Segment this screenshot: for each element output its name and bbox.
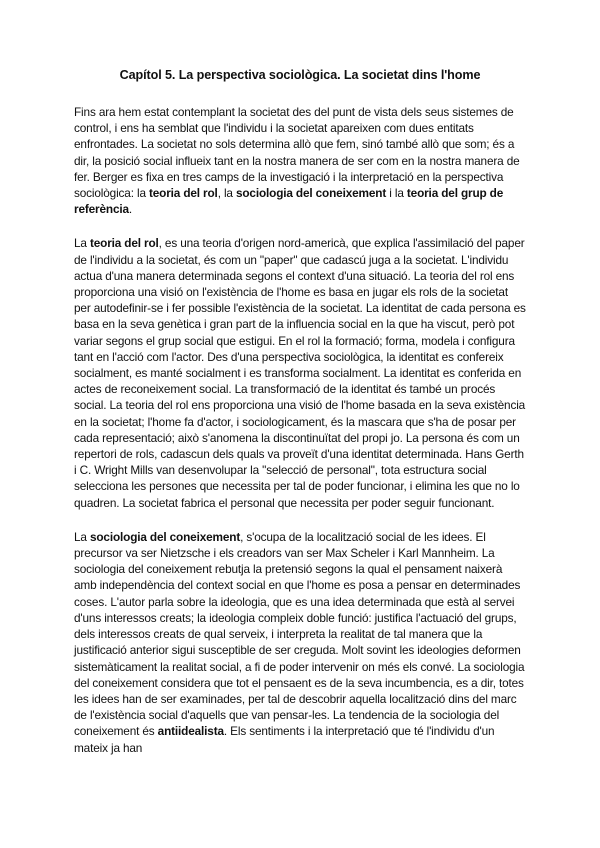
text-run: La <box>74 236 90 251</box>
text-run: . Els sentiments i la interpretació que té l'individu d'un mateix ja han <box>74 724 495 755</box>
text-run: . <box>128 202 133 217</box>
text-run: , es una teoria d'origen nord-americà, que explica l'assimilació del paper de l'individu a la societat, és com un "paper" que cadascú juga a la societat. L'individu actua d'una manera determinada segons el context d'una situació. La teoria del rol ens proporciona una visió on l'existència de l'home es basa en jugar els rols de la societat per autodefinir-se i fer possible l'existència de la societat. La identitat de cada persona es basa en la seva genètica i gran part de la influencia social en la que ha viscut, però pot variar segons el grup social que estigui. En el rol la formació; forma, modela i configura tant en l'acció com l'actor. Des d'una perspectiva sociològica, la identitat es confereix socialment, es manté socialment i es transforma socialment. La identitat es conferida en actes de reconeixement social. La transformació de la identitat és també un procés social. La teoria del rol ens proporciona una visió de l'home basada en la seva existència en la societat; l'home fa d'actor, i sociologicament, és la mascara que s'ha de posar per cada representació; això s'anomena la discontinuïtat del propi jo. La persona és com un repertori de rols, cadascun dels quals va proveït d'una identitat determinada. Hans Gerth i C. Wright Mills van desenvolupar la "selecció de personal", tota estructura social selecciona les persones que necessita per tal de poder funcionar, i elimina les que no lo quadren. La societat fabrica el personal que necessita per poder seguir funcionant. <box>74 236 526 510</box>
bold-term: teoria del grup de referència <box>74 186 504 217</box>
bold-term: teoria del rol <box>148 186 218 201</box>
text-run: La <box>74 529 90 544</box>
bold-term: antiidealista <box>157 724 224 739</box>
paragraph-intro <box>74 104 526 217</box>
text-run: Fins ara hem estat contemplant la societat des del punt de vista dels seus sistemes de control, i ens ha semblat que l'individu i la societat apareixen com dues entitats enfrontades. La societat no sols determina allò que fem, sinó també allò que som; és a dir, la posició social influeix tant en la nostra manera de ser com en la nostra manera de fer. Berger es fixa en tres camps de la investigació i la interpretació en la perspectiva sociològica: la <box>74 105 520 201</box>
chapter-title: Capítol 5. La perspectiva sociològica. La societat dins l'home <box>119 68 481 82</box>
bold-term: sociologia del coneixement <box>89 529 241 544</box>
text-run: , s'ocupa de la localització social de les idees. El precursor va ser Nietzsche i els creadors van ser Max Scheler i Karl Mannheim. La sociologia del coneixement rebutja la pretensió segons la qual el pensament naixerà amb independència del context social en que l'home es posa a pensar en determinades coses. L'autor parla sobre la ideologia, que es una idea determinada que està al servei d'uns interessos creats; la ideologia compleix doble funció: justifica l'actuació del grups, dels interessos creats de qual serveix, i interpreta la realitat de tal manera que la justificació anterior sigui susceptible de ser creguda. Molt sovint les ideologies deformen sistemàticament la realitat social, a fi de poder intervenir on més els convé. La sociologia del coneixement considera que tot el pensaent es de la seva incumbencia, es a dir, totes les idees han de ser examinades, per tal de descobrir aquella localització dins del marc de l'existència social d'aquells que van pensar-les. La tendencia de la sociologia del coneixement és <box>74 529 525 739</box>
text-run: , la <box>217 186 236 201</box>
paragraph-sociology-of-knowledge <box>74 529 526 756</box>
bold-term: sociologia del coneixement <box>235 186 387 201</box>
bold-term: teoria del rol <box>89 236 159 251</box>
paragraph-role-theory <box>74 235 526 510</box>
text-run: i la <box>386 186 407 201</box>
